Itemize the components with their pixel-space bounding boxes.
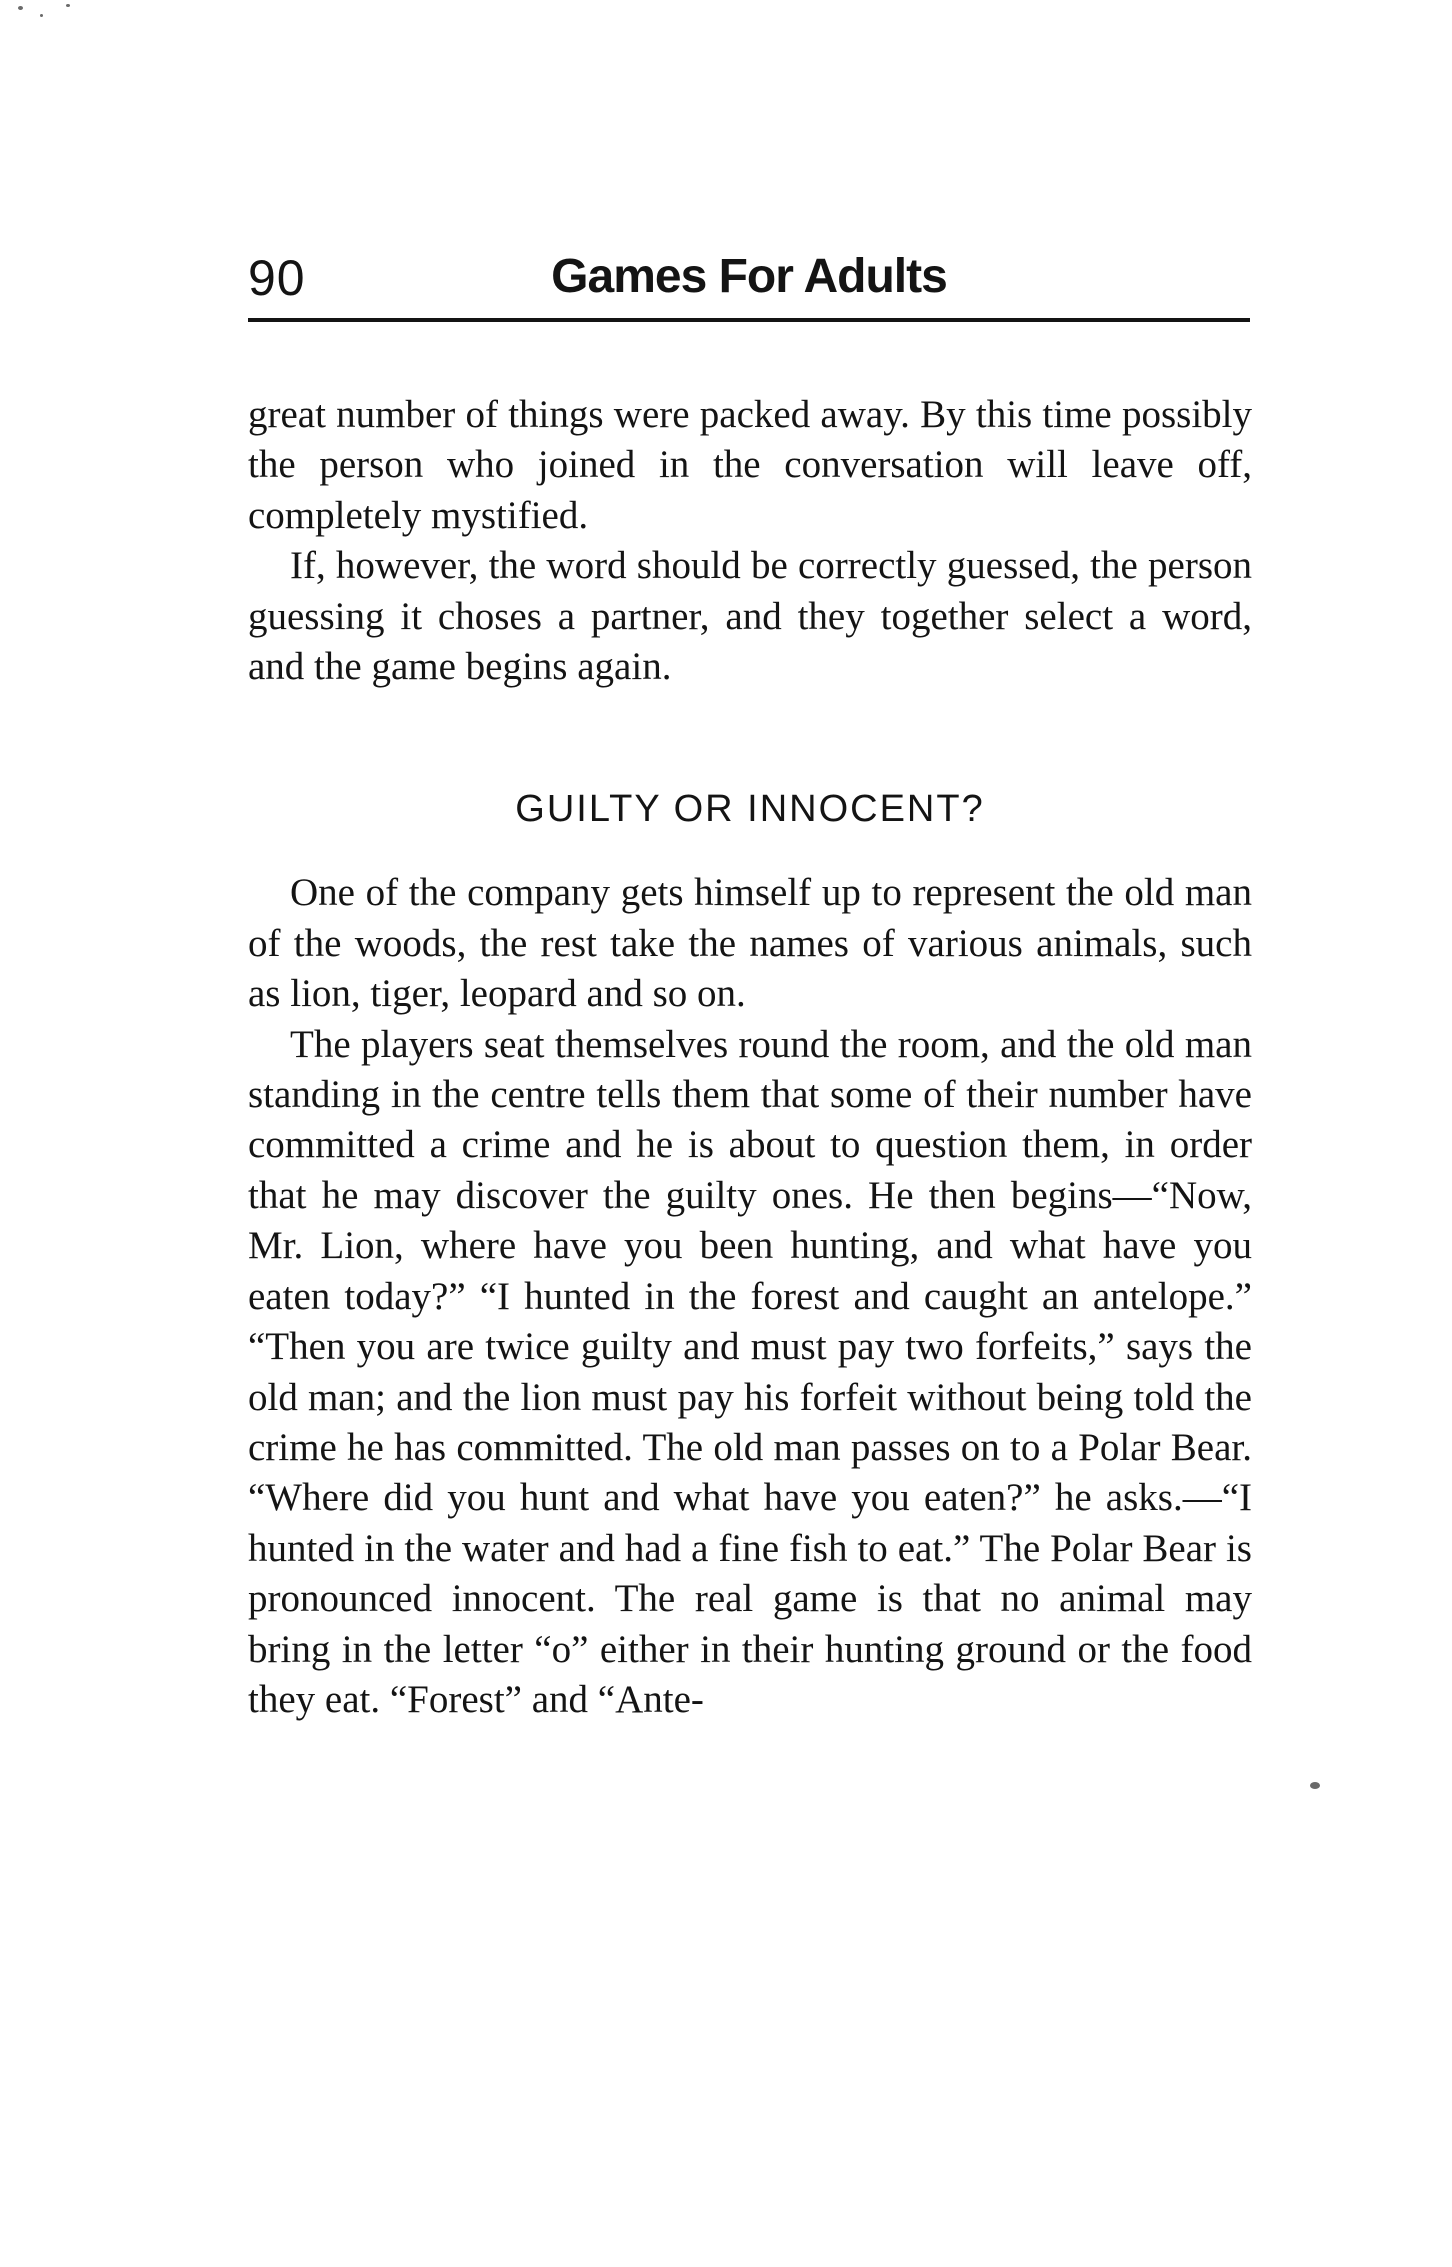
- header-rule: [248, 318, 1250, 322]
- paper-speck: [1310, 1782, 1320, 1789]
- page-header: [248, 240, 1250, 320]
- paragraph: If, however, the word should be correctly guessed, the person guessing it choses a partner, and they together select a word, and the game begins again.: [248, 544, 1252, 689]
- body-text: [248, 390, 1252, 1725]
- section-heading: GUILTY OR INNOCENT?: [515, 788, 985, 831]
- running-title: Games For Adults: [551, 250, 947, 303]
- paragraph: One of the company gets himself up to represent the old man of the woods, the rest take the names of various animals, such as lion, tiger, leopard and so on.: [248, 871, 1252, 1016]
- paragraph: The players seat themselves round the room, and the old man standing in the centre tells them that some of their number have committed a crime and he is about to question them, in order that he may discover the guilty ones. He then begins—“Now, Mr. Lion, where have you been hunting, and what have you eaten today?” “I hunted in the forest and caught an antelope.” “Then you are twice guilty and must pay two forfeits,” says the old man; and the lion must pay his forfeit without being told the crime he has committed. The old man passes on to a Polar Bear. “Where did you hunt and what have you eaten?” he asks.—“I hunted in the water and had a fine fish to eat.” The Polar Bear is pronounced innocent. The real game is that no animal may bring in the letter “o” either in their hunting ground or the food they eat. “Forest” and “Ante-: [248, 1022, 1252, 1721]
- paper-speck: [18, 6, 23, 10]
- paper-speck: [66, 4, 70, 7]
- paper-speck: [40, 14, 43, 17]
- paragraph-continued: great number of things were packed away. By this time possibly the person who joined in the conversation will leave off, completely mystified.: [248, 393, 1252, 537]
- page-number: 90: [248, 250, 306, 306]
